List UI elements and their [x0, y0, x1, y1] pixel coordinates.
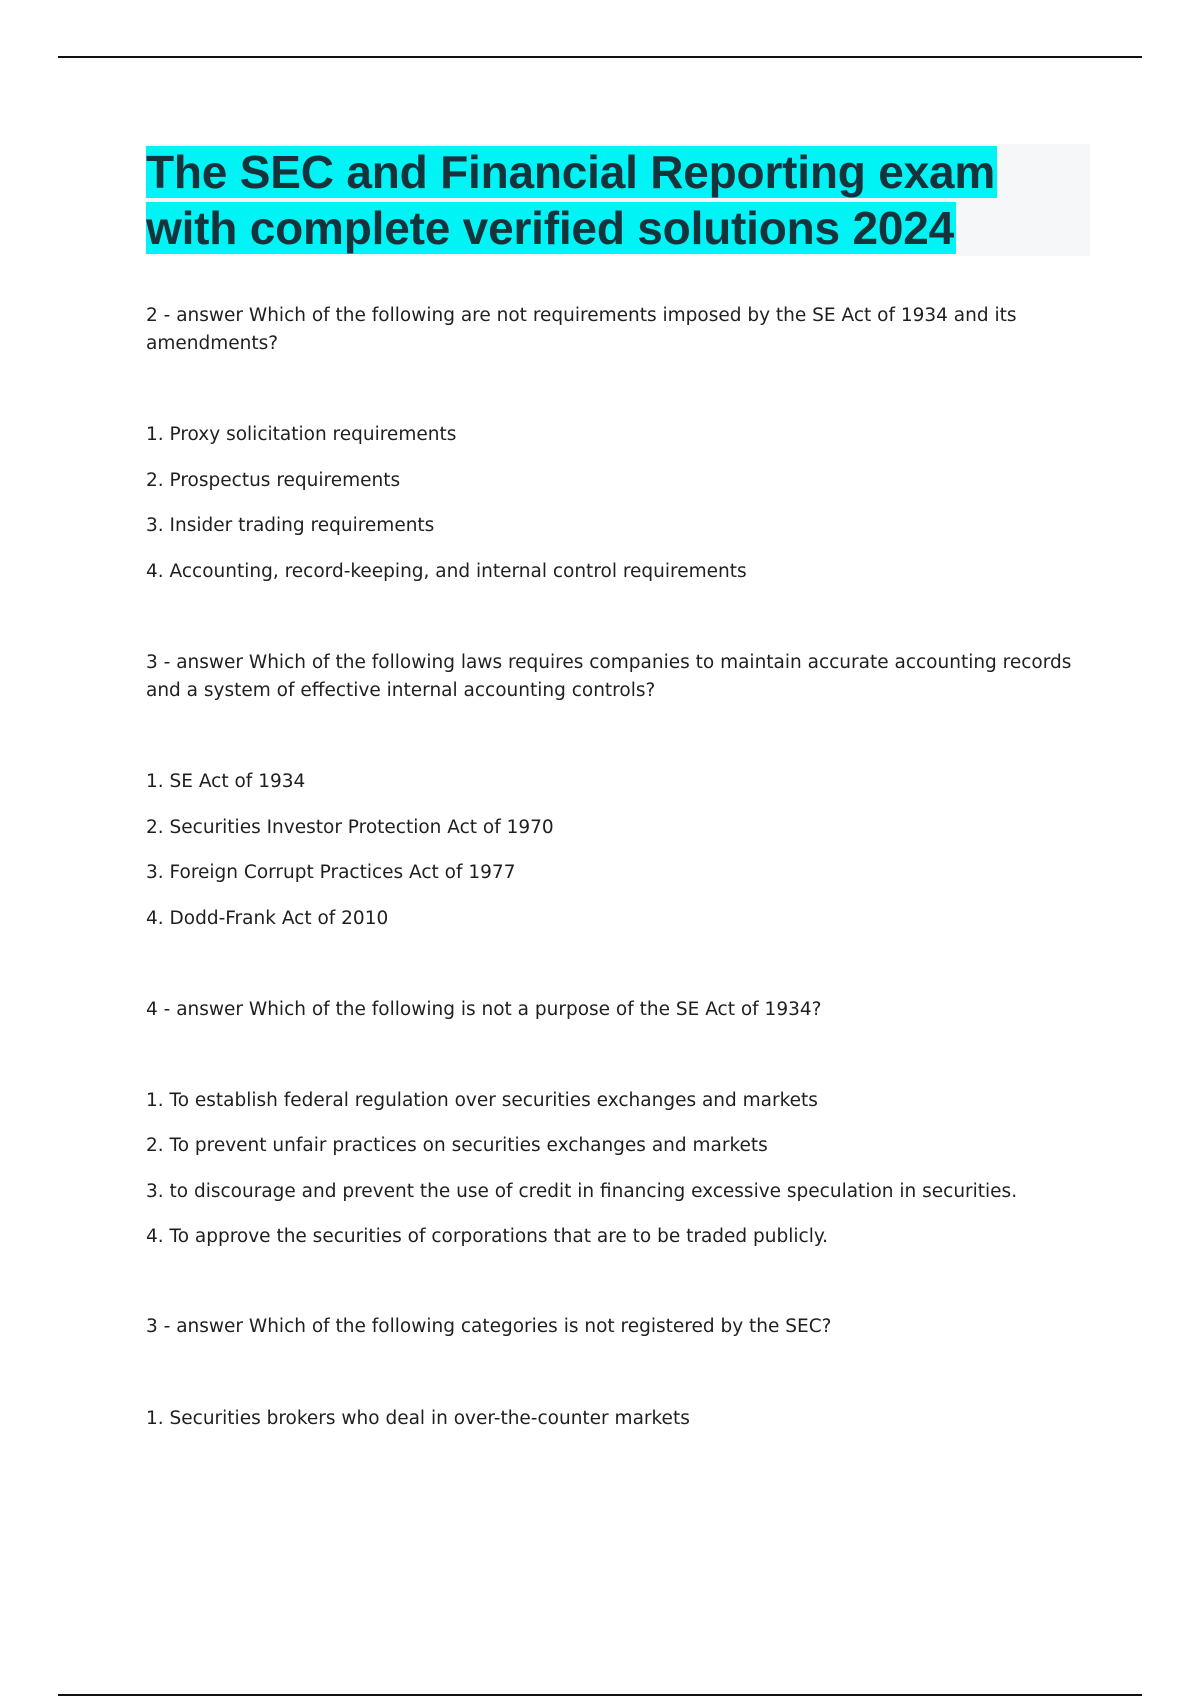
question-1: 2 - answer Which of the following are not requirements imposed by the SE Act of 1934 and its amendments?	[146, 305, 1017, 354]
question-1-option-4: 4. Accounting, record-keeping, and internal control requirements	[146, 561, 747, 582]
title-line-2: with complete verified solutions 2024	[146, 202, 955, 254]
question-3-option-4: 4. To approve the securities of corporations that are to be traded publicly.	[146, 1226, 829, 1247]
question-4: 3 - answer Which of the following categories is not registered by the SEC?	[146, 1316, 832, 1337]
question-3-option-1: 1. To establish federal regulation over securities exchanges and markets	[146, 1090, 818, 1111]
title-line-1: The SEC and Financial Reporting exam	[146, 146, 996, 198]
question-1-option-3: 3. Insider trading requirements	[146, 515, 435, 536]
question-2: 3 - answer Which of the following laws requires companies to maintain accurate accounting records and a system of effective internal accounting controls?	[146, 652, 1072, 701]
question-1-option-2: 2. Prospectus requirements	[146, 470, 401, 491]
question-3-option-2: 2. To prevent unfair practices on securities exchanges and markets	[146, 1135, 768, 1156]
question-2-option-1: 1. SE Act of 1934	[146, 771, 306, 792]
question-3-option-3: 3. to discourage and prevent the use of credit in financing excessive speculation in securities.	[146, 1181, 1018, 1202]
question-2-option-3: 3. Foreign Corrupt Practices Act of 1977	[146, 862, 516, 883]
title-block	[146, 144, 1090, 256]
bottom-rule	[58, 1694, 1142, 1696]
question-3: 4 - answer Which of the following is not a purpose of the SE Act of 1934?	[146, 999, 822, 1020]
page-title	[146, 144, 1090, 256]
question-4-option-1: 1. Securities brokers who deal in over-the-counter markets	[146, 1408, 690, 1429]
question-2-option-4: 4. Dodd-Frank Act of 2010	[146, 908, 389, 929]
question-2-option-2: 2. Securities Investor Protection Act of 1970	[146, 817, 554, 838]
question-1-option-1: 1. Proxy solicitation requirements	[146, 424, 457, 445]
top-rule	[58, 56, 1142, 58]
